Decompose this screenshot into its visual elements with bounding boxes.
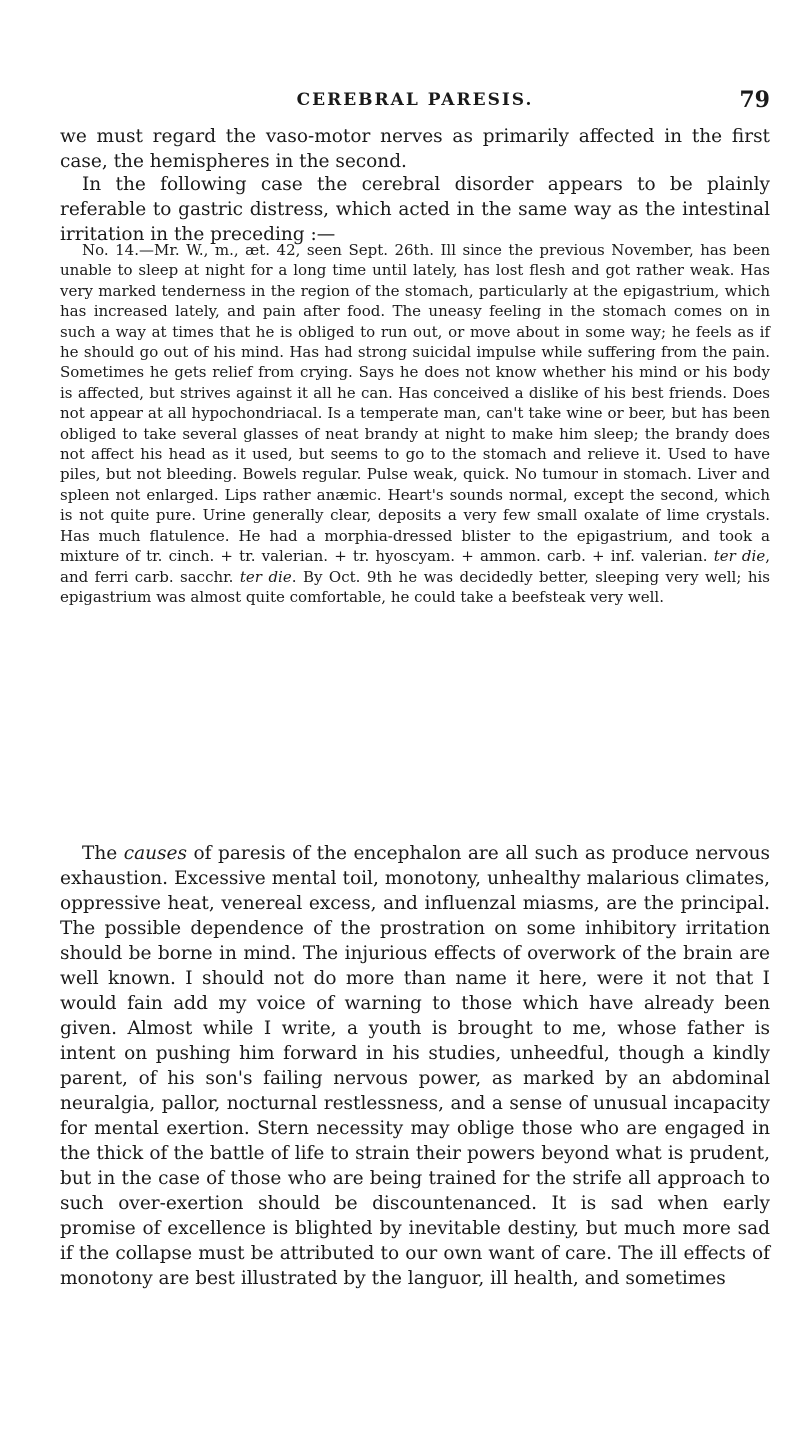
paragraph-text [60,841,770,1291]
page-number: 79 [739,87,770,113]
emphasis-causes: causes [123,843,187,864]
case-text-tail: . By Oct. 9th he was decidedly better, sleeping very well; his epigastrium was almost quite comfortable, he could take a beefsteak very well. [60,567,770,606]
latin-term: ter die [239,567,292,586]
paragraph-case-intro [60,172,770,247]
paragraph-rest: of paresis of the encephalon are all such as produce nervous exhaustion. Excessive mental toil, monotony, unhealthy malarious climates, oppressive heat, venereal excess, and influenzal miasms, are the principal. The possible dependence of the prostration on some inhibitory irritation should be borne in mind. The injurious effects of overwork of the brain are well known. I should not do more than name it here, were it not that I would fain add my voice of warning to those which have already been given. Almost while I write, a youth is brought to me, whose father is intent on pushing him forward in his studies, unheedful, though a kindly parent, of his son's failing nervous power, as marked by an abdominal neuralgia, pallor, nocturnal restlessness, and a sense of unusual incapacity for mental exertion. Stern necessity may oblige those who are engaged in the thick of the battle of life to strain their powers beyond what is prudent, but in the case of those who are being trained for the strife all approach to such over-exertion should be discountenanced. It is sad when early promise of excellence is blighted by inevitable destiny, but much more sad if the collapse must be attributed to our own want of care. The ill effects of monotony are best illustrated by the languor, ill health, and sometimes [60,843,770,1289]
case-report-no-14 [60,240,770,607]
paragraph-causes [60,841,770,1291]
paragraph-text: In the following case the cerebral disorder appears to be plainly referable to gastric distress, which acted in the same way as the intestinal irritation in the preceding :— [60,174,770,245]
case-text-lead: No. 14.—Mr. W., m., æt. 42, seen Sept. 26th. Ill since the previous November, has been unable to sleep at night for a long time until lately, has lost flesh and got rather weak. Has very marked tenderness in the region of the stomach, particularly at the epigastrium, which has increased lately, and pain after food. The uneasy feeling in the stomach comes on in such a way at times that he is obliged to run out, or move about in some way; he feels as if he should go out of his mind. Has had strong suicidal impulse while suffering from the pain. Sometimes he gets relief from crying. Says he does not know whether his mind or his body is affected, but strives against it all he can. Has conceived a dislike of his best friends. Does not appear at all hypochondriacal. Is a temperate man, can't take wine or beer, but has been obliged to take several glasses of neat brandy at night to make him sleep; the brandy does not affect his head as it used, but seems to go to the stomach and relieve it. Used to have piles, but not bleeding. Bowels regular. Pulse weak, quick. No tumour in stomach. Liver and spleen not enlarged. Lips rather anæmic. Heart's sounds normal, except the second, which is not quite pure. Urine generally clear, deposits a very few small oxalate of lime crystals. Has much flatulence. He had a morphia-dressed blister to the epigastrium, and took a mixture of tr. cinch. + tr. valerian. + tr. hyoscyam. + ammon. carb. + inf. valerian. [60,241,770,566]
paragraph-lead: The [82,843,118,864]
case-text-mid: , and ferri carb. sacchr. [60,547,770,586]
paragraph-text: we must regard the vaso-motor nerves as primarily affected in the first case, the hemispheres in the second. [60,126,770,172]
running-title: CEREBRAL PARESIS. [296,90,534,110]
case-report-text [60,240,770,607]
page-header [60,87,770,120]
paragraph-continuation [60,124,770,174]
latin-term: ter die [713,547,766,566]
